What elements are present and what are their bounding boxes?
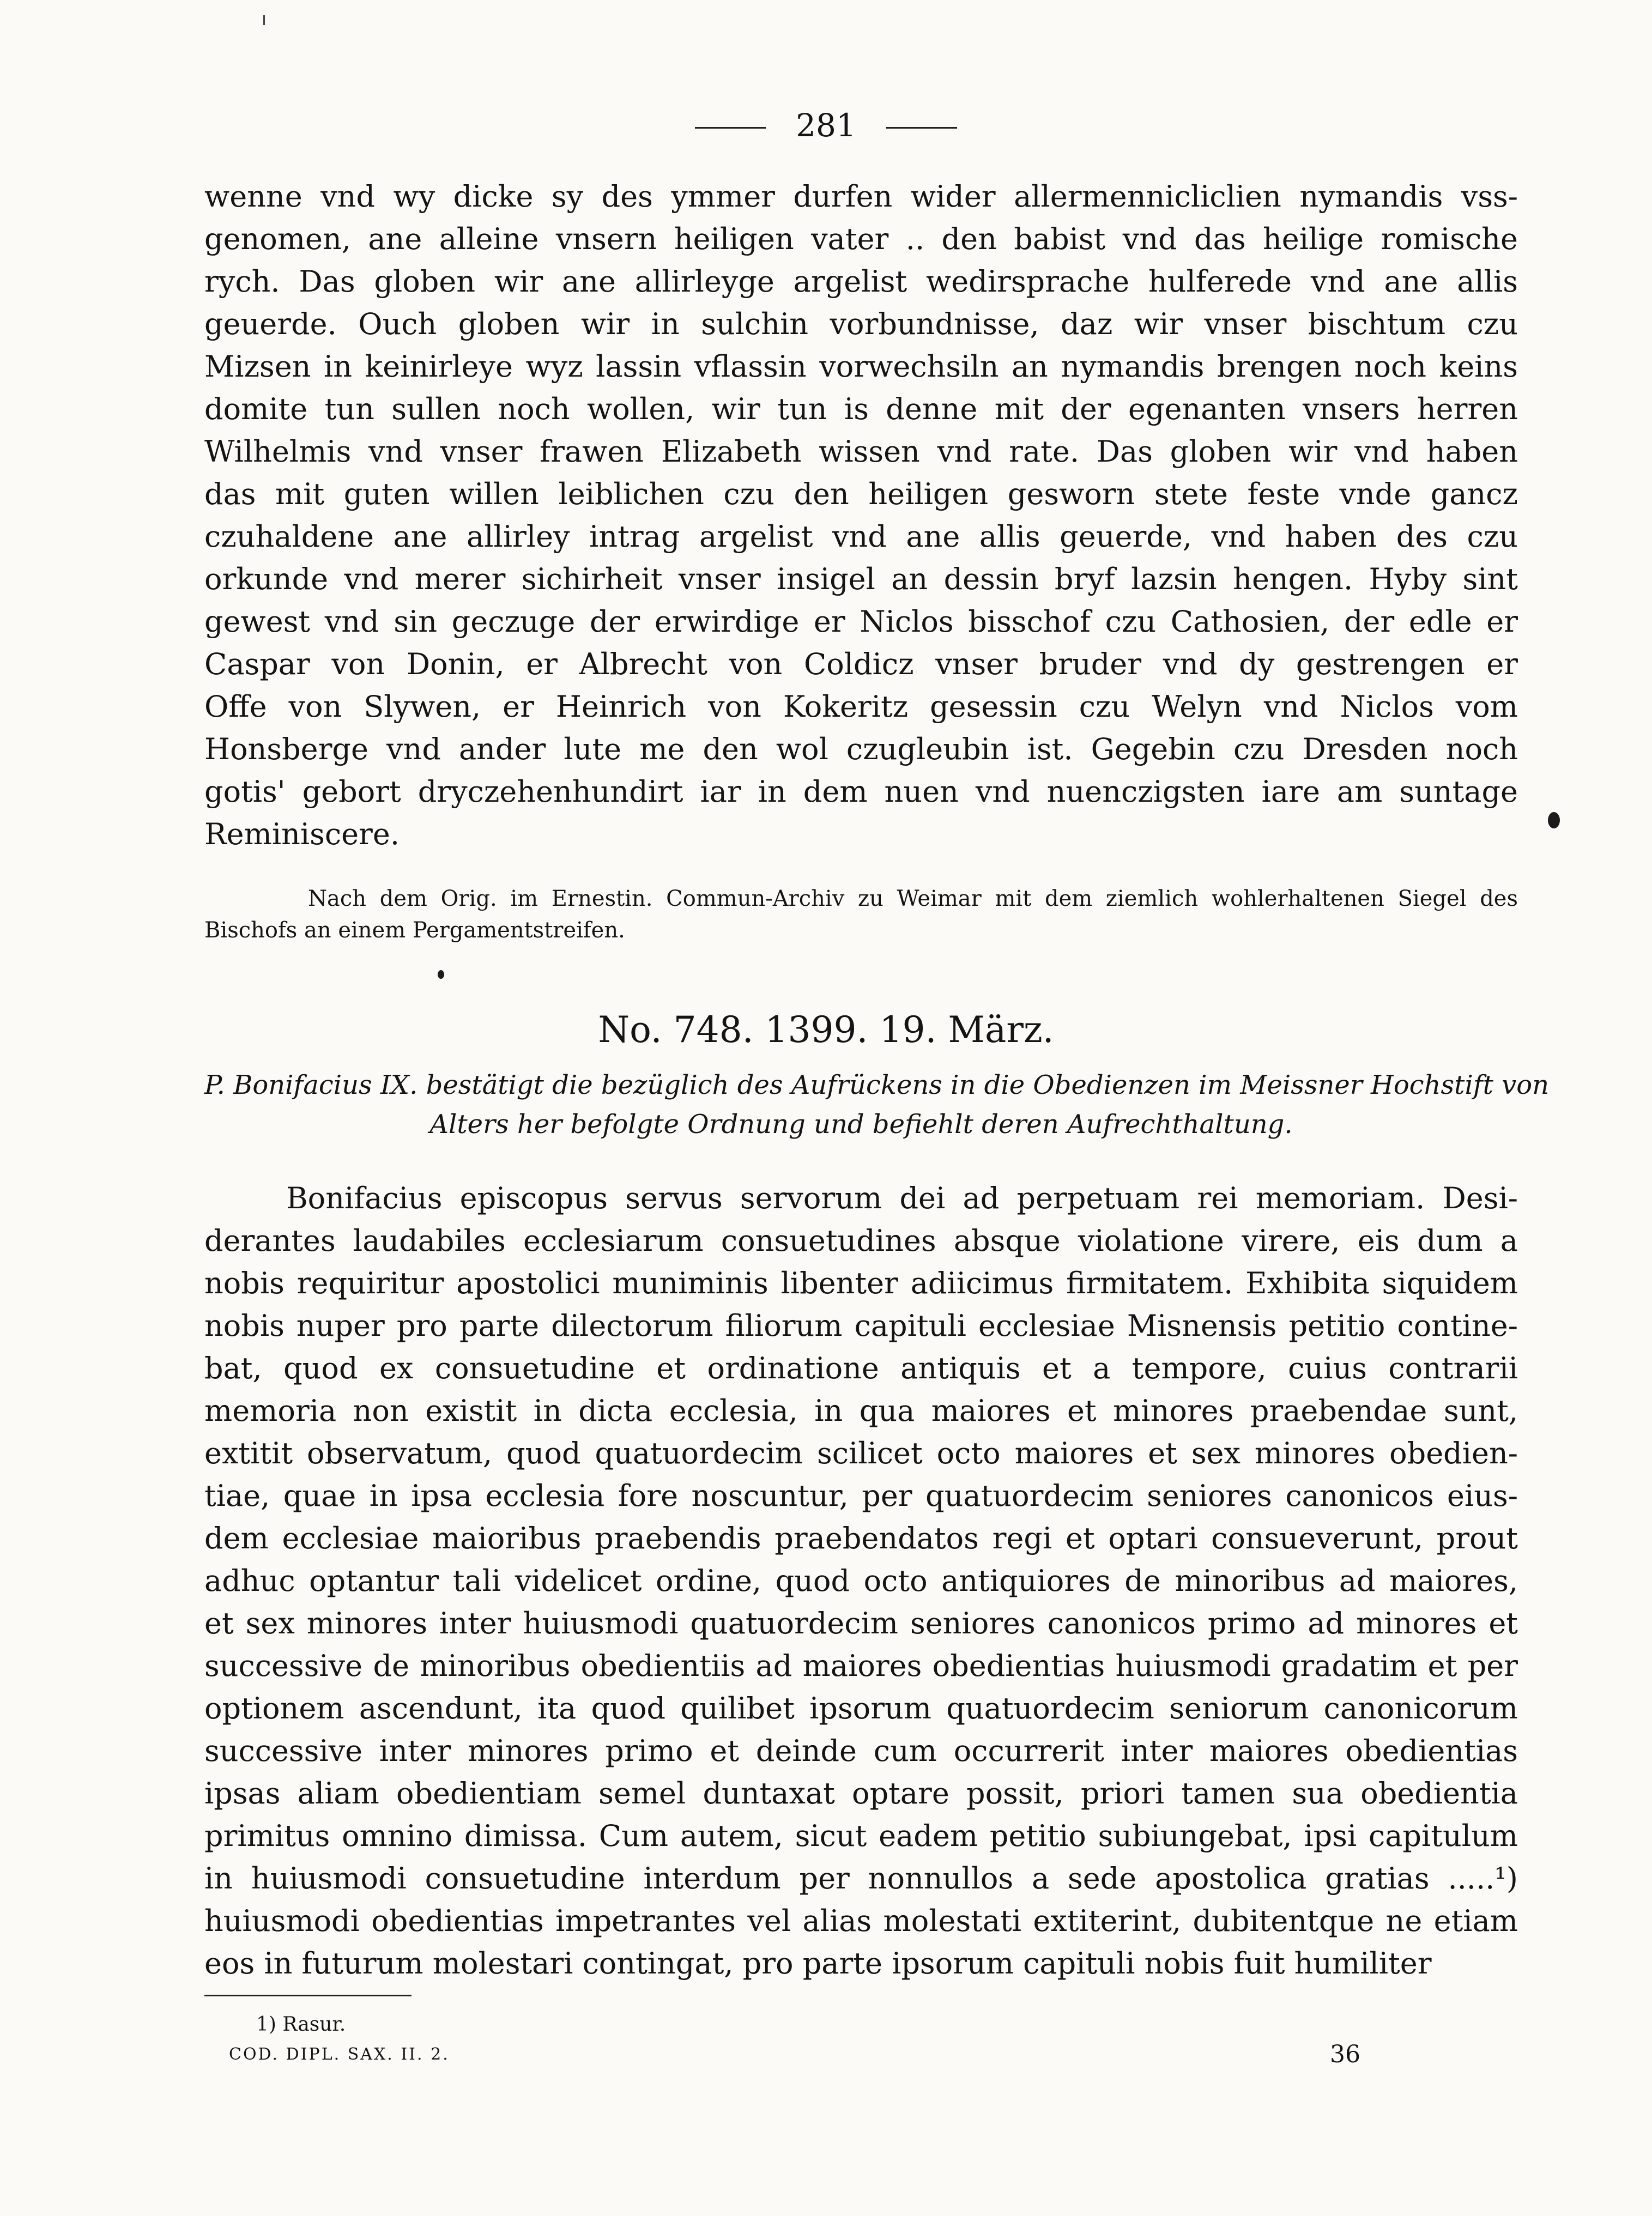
- text-line: eos in futurum molestari contingat, pro parte ipsorum capituli nobis fuit humiliter: [204, 1946, 1432, 1981]
- text-line: dem ecclesiae maioribus praebendis praebendatos regi et optari consueverunt, prout: [204, 1521, 1518, 1555]
- text-line: Offe von Slywen, er Heinrich von Kokeritz gesessin czu Welyn vnd Niclos vom: [204, 689, 1518, 724]
- ink-speck: [438, 970, 444, 979]
- text-line: Caspar von Donin, er Albrecht von Coldicz vnser bruder vnd dy gestrengen er: [204, 647, 1518, 681]
- text-line: Bonifacius episcopus servus servorum dei ad perpetuam rei memoriam. Desi-: [286, 1181, 1518, 1215]
- text-line: genomen, ane alleine vnsern heiligen vater .. den babist vnd das heilige romische: [204, 222, 1518, 256]
- text-line: derantes laudabiles ecclesiarum consuetudines absque violatione virere, eis dum a: [204, 1224, 1518, 1258]
- text-line: adhuc optantur tali videlicet ordine, quod octo antiquiores de minoribus ad maiores,: [204, 1564, 1518, 1598]
- text-line: nobis nuper pro parte dilectorum filiorum capituli ecclesiae Misnensis petitio contine-: [204, 1309, 1518, 1343]
- text-line: memoria non existit in dicta ecclesia, in qua maiores et minores praebendae sunt,: [204, 1394, 1518, 1428]
- text-line: et sex minores inter huiusmodi quatuordecim seniores canonicos primo ad minores et: [204, 1606, 1518, 1640]
- text-line: Mizsen in keinirleye wyz lassin vflassin vorwechsiln an nymandis brengen noch keins: [204, 349, 1518, 384]
- text-line: huiusmodi obedientias impetrantes vel alias molestati extiterint, dubitentque ne etiam: [204, 1904, 1518, 1938]
- text-line: domite tun sullen noch wollen, wir tun is denne mit der egenanten vnsers herren: [204, 392, 1518, 426]
- text-line: gewest vnd sin geczuge der erwirdige er Niclos bisschof czu Cathosien, der edle er: [204, 604, 1518, 639]
- header-rule-right: [886, 127, 957, 129]
- text-line: rych. Das globen wir ane allirleyge argelist wedirsprache hulferede vnd ane allis: [204, 264, 1518, 299]
- page-number: 281: [796, 107, 856, 144]
- text-line: czuhaldene ane allirley intrag argelist vnd ane allis geuerde, vnd haben des czu: [204, 519, 1518, 554]
- text-line: geuerde. Ouch globen wir in sulchin vorbundnisse, daz wir vnser bischtum czu: [204, 307, 1518, 341]
- text-line: orkunde vnd merer sichirheit vnser insigel an dessin bryf lazsin hengen. Hyby sint: [204, 562, 1518, 596]
- ink-speck: [263, 15, 265, 25]
- sheet-number: 36: [1330, 2041, 1360, 2068]
- footnote-rule: [204, 1995, 412, 1996]
- text-line: Wilhelmis vnd vnser frawen Elizabeth wissen vnd rate. Das globen wir vnd haben: [204, 434, 1518, 469]
- continued-charter-text: [204, 175, 1518, 856]
- document-summary: [204, 1065, 1550, 1144]
- source-note: [204, 883, 1518, 946]
- text-line: wenne vnd wy dicke sy des ymmer durfen wider allermennicliclien nymandis vss-: [204, 179, 1518, 214]
- text-line: in huiusmodi consuetudine interdum per nonnullos a sede apostolica gratias .....¹): [204, 1861, 1518, 1896]
- document-heading: No. 748. 1399. 19. März.: [598, 1009, 1054, 1051]
- text-line: Honsberge vnd ander lute me den wol czugleubin ist. Gegebin czu Dresden noch: [204, 732, 1518, 766]
- text-line: das mit guten willen leiblichen czu den heiligen gesworn stete feste vnde gancz: [204, 477, 1518, 511]
- text-line: extitit observatum, quod quatuordecim scilicet octo maiores et sex minores obedien-: [204, 1436, 1518, 1470]
- text-line: ipsas aliam obedientiam semel duntaxat optare possit, priori tamen sua obedientia: [204, 1776, 1518, 1811]
- text-line: successive de minoribus obedientiis ad maiores obedientias huiusmodi gradatim et per: [204, 1649, 1518, 1683]
- margin-ink-mark: [1548, 812, 1560, 828]
- printer-signature: COD. DIPL. SAX. II. 2.: [229, 2045, 450, 2064]
- header-rule-left: [695, 127, 766, 129]
- text-line: Reminiscere.: [204, 817, 400, 851]
- text-line: primitus omnino dimissa. Cum autem, sicut eadem petitio subiungebat, ipsi capitulum: [204, 1819, 1518, 1853]
- page-header: [0, 106, 1652, 144]
- summary-line: P. Bonifacius IX. bestätigt die bezüglich des Aufrückens in die Obedienzen im Meissner Hochstift von: [204, 1070, 1550, 1100]
- text-line: successive inter minores primo et deinde cum occurrerit inter maiores obedientias: [204, 1734, 1518, 1768]
- text-line: bat, quod ex consuetudine et ordinatione antiquis et a tempore, cuius contrarii: [204, 1351, 1518, 1385]
- text-line: tiae, quae in ipsa ecclesia fore noscuntur, per quatuordecim seniores canonicos eius-: [204, 1479, 1518, 1513]
- text-line: gotis' gebort dryczehenhundirt iar in dem nuen vnd nuenczigsten iare am suntage: [204, 774, 1518, 809]
- document-body-text: [204, 1177, 1518, 1985]
- text-line: nobis requiritur apostolici muniminis libenter adiicimus firmitatem. Exhibita siquidem: [204, 1266, 1518, 1300]
- footnote: 1) Rasur.: [256, 2013, 346, 2036]
- text-line: optionem ascendunt, ita quod quilibet ipsorum quatuordecim seniorum canonicorum: [204, 1691, 1518, 1725]
- summary-line: Alters her befolgte Ordnung und befiehlt deren Aufrechthaltung.: [429, 1109, 1293, 1140]
- source-note-line: Bischofs an einem Pergamentstreifen.: [204, 918, 625, 943]
- source-note-line: Nach dem Orig. im Ernestin. Commun-Archiv zu Weimar mit dem ziemlich wohlerhaltenen Siegel des: [308, 886, 1518, 911]
